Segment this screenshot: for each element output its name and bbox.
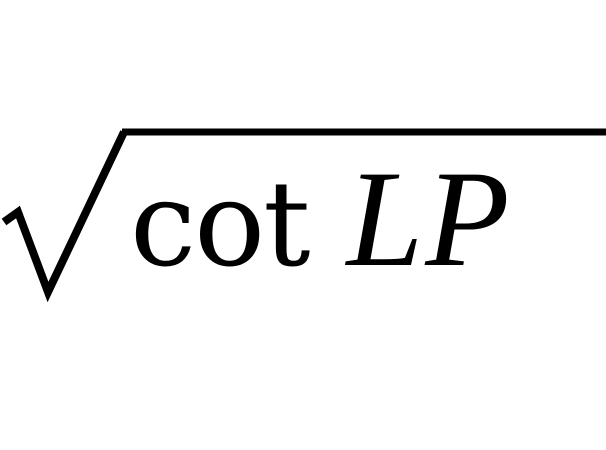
function-name-cot: cot bbox=[130, 155, 309, 293]
radicand bbox=[130, 142, 512, 295]
variables-lp: LP bbox=[346, 142, 512, 295]
radical-check-stroke bbox=[4, 132, 124, 292]
